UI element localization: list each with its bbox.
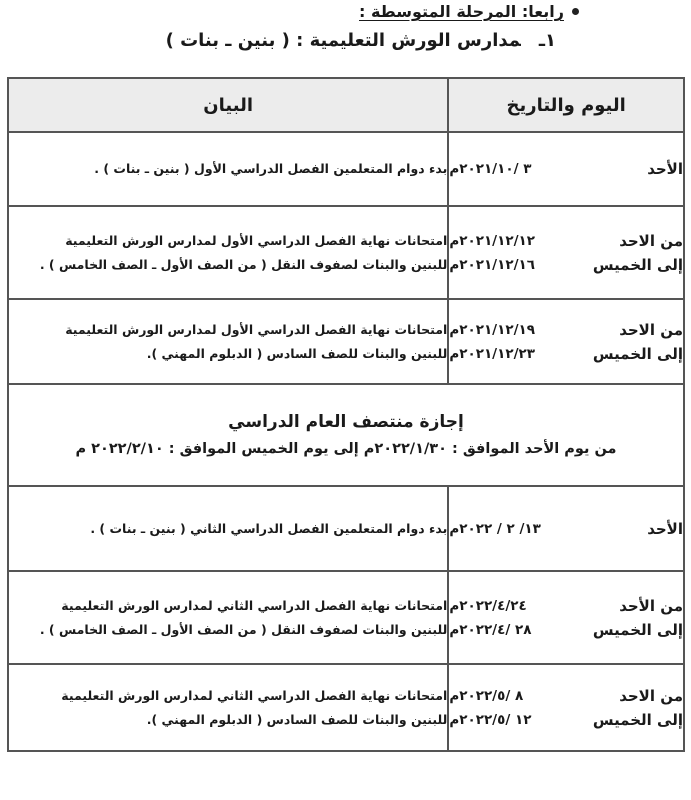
- holiday-title: إجازة منتصف العام الدراسي: [228, 412, 464, 432]
- date-line: [449, 157, 683, 181]
- holiday-range: من يوم الأحد الموافق : ٢٠٢٢/١/٣٠م إلى يوم الخميس الموافق : ٢٠٢٢/٢/١٠ م: [75, 441, 617, 457]
- date-line: [449, 253, 683, 277]
- description-line: للبنين والبنات للصف السادس ( الدبلوم المهني ).: [146, 711, 448, 727]
- description-line: امتحانات نهاية الفصل الدراسي الأول لمدارس الورش التعليمية: [65, 321, 448, 337]
- day-label: إلى الخميس: [592, 255, 683, 274]
- date-cell: [448, 486, 684, 571]
- day-label: الأحد: [647, 519, 683, 538]
- date-line: [449, 594, 683, 618]
- description-cell: [8, 299, 448, 384]
- description-line: امتحانات نهاية الفصل الدراسي الثاني لمدارس الورش التعليمية: [61, 687, 448, 703]
- date-value: ١٢ /٢٠٢٢/٥م: [449, 711, 532, 728]
- description-cell: [8, 486, 448, 571]
- description-cell: [8, 664, 448, 751]
- description-line: امتحانات نهاية الفصل الدراسي الثاني لمدارس الورش التعليمية: [61, 597, 448, 613]
- table-row: [8, 132, 684, 206]
- subsection-number: ١ـ: [538, 30, 556, 51]
- date-value: ٢٠٢١/١٢/١٦م: [449, 256, 535, 273]
- table-header-row: [8, 78, 684, 132]
- section-heading: [0, 2, 579, 21]
- schedule-table: [7, 77, 685, 752]
- date-line: [449, 618, 683, 642]
- description-cell: [8, 571, 448, 664]
- day-label: من الاحد: [619, 231, 683, 250]
- date-line: [449, 342, 683, 366]
- description-cell: [8, 206, 448, 299]
- description-line: للبنين والبنات لصفوف النقل ( من الصف الأول ـ الصف الخامس ) .: [39, 256, 448, 272]
- date-line: [449, 517, 683, 541]
- date-value: ٢٨ /٢٠٢٢/٤م: [449, 621, 532, 638]
- date-cell: [448, 132, 684, 206]
- date-cell: [448, 206, 684, 299]
- description-line: بدء دوام المتعلمين الفصل الدراسي الثاني ( بنين ـ بنات ) .: [90, 520, 448, 536]
- header-description: البيان: [8, 78, 448, 132]
- date-line: [449, 684, 683, 708]
- date-value: ١٣/ ٢ / ٢٠٢٢م: [449, 520, 541, 537]
- description-line: بدء دوام المتعلمين الفصل الدراسي الأول ( بنين ـ بنات ) .: [94, 161, 448, 176]
- description-line: امتحانات نهاية الفصل الدراسي الأول لمدارس الورش التعليمية: [65, 232, 448, 248]
- day-label: إلى الخميس: [592, 710, 683, 729]
- day-label: من الأحد: [619, 596, 683, 615]
- day-label: إلى الخميس: [592, 344, 683, 363]
- date-cell: [448, 664, 684, 751]
- date-cell: [448, 299, 684, 384]
- subsection-title: مدارس الورش التعليمية : ( بنين ـ بنات ): [165, 30, 521, 51]
- table-row: [8, 664, 684, 751]
- holiday-cell: [8, 384, 684, 486]
- date-cell: [448, 571, 684, 664]
- section-label: رابعا: المرحلة المتوسطة :: [359, 2, 564, 21]
- day-label: من الاحد: [619, 686, 683, 705]
- bullet-icon: [572, 8, 579, 15]
- day-label: إلى الخميس: [592, 620, 683, 639]
- header-date: اليوم والتاريخ: [448, 78, 684, 132]
- date-value: ٢٠٢١/١٢/١٢م: [449, 232, 535, 249]
- table-row: [8, 486, 684, 571]
- description-cell: [8, 132, 448, 206]
- date-line: [449, 318, 683, 342]
- date-line: [449, 708, 683, 732]
- table-row: [8, 571, 684, 664]
- description-line: للبنين والبنات لصفوف النقل ( من الصف الأول ـ الصف الخامس ) .: [39, 621, 448, 637]
- table-row: [8, 299, 684, 384]
- date-value: ٨ /٢٠٢٢/٥م: [449, 687, 524, 704]
- description-line: للبنين والبنات للصف السادس ( الدبلوم المهني ).: [146, 345, 448, 361]
- subsection-heading: [0, 30, 556, 51]
- date-line: [449, 229, 683, 253]
- holiday-row: [8, 384, 684, 486]
- table-row: [8, 206, 684, 299]
- day-label: الأحد: [647, 160, 683, 178]
- date-value: ٢٠٢١/١٢/١٩م: [449, 321, 535, 338]
- date-value: ٢٠٢١/١٢/٢٣م: [449, 345, 535, 362]
- day-label: من الاحد: [619, 320, 683, 339]
- date-value: ٢٠٢٢/٤/٢٤م: [449, 597, 527, 614]
- date-value: ٣ /٢٠٢١/١٠م: [449, 161, 532, 177]
